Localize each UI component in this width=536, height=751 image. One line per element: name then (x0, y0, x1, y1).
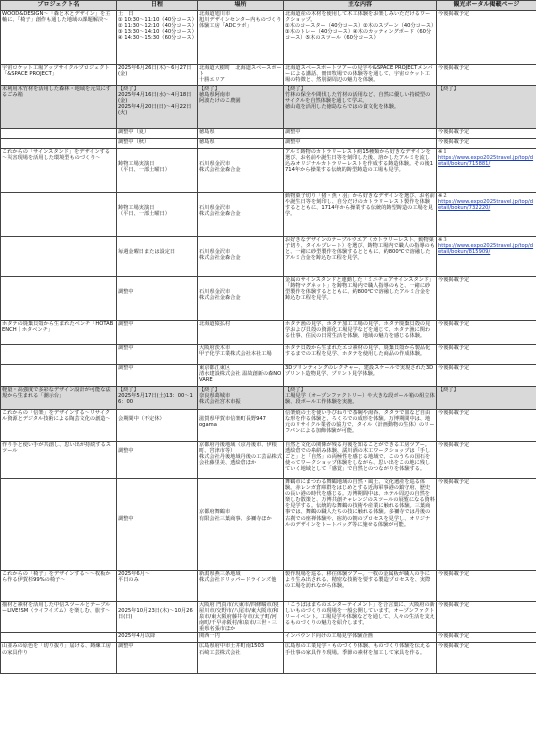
table-row (1, 11, 536, 65)
table-row (1, 643, 536, 674)
cell-line: 甲子化学工業株式会社本社工場 (199, 351, 272, 358)
table-row (1, 365, 536, 387)
portal-cell (437, 86, 536, 129)
table-row (1, 571, 536, 602)
cell-line: 調整中 (285, 139, 301, 145)
cell-line: 軽量・高強度で多彩なデザイン設計が可能な法規から生まれる「潮示台」 (2, 387, 111, 400)
cell-line: 今後掲載予定 (438, 643, 470, 650)
cell-line: 会期間中（不定休） (118, 416, 165, 423)
table-row (1, 139, 536, 149)
schedule-cell (117, 86, 198, 129)
cell-line: 北海道スペースポートツアーの見学や&SPACE PROJECTメンバーによる講話、冊田牧場での体験等を通して、宇宙ロケット工場の特徴と、然別湖周辺の魅力を体験。 (285, 65, 433, 84)
content-cell (284, 149, 437, 193)
place-cell (198, 237, 284, 277)
cell-line: ※１ (438, 149, 448, 155)
cell-line: 金属のサインスタンドと連動した「ミニチュアサインスタンド」「鋳物マグネット」を鋳物工場内で職人指導のもと、一緒に砂型製作を体験するとともに、約800℃で溶融したアルミ合金を鋳込む工程を見学。 (285, 277, 435, 302)
content-cell (284, 139, 437, 149)
cell-line: 石川県金沢市 (199, 161, 231, 168)
cell-line: 今後掲載予定 (438, 345, 470, 351)
cell-line: 石川県金沢市 (199, 289, 231, 296)
project-cell (1, 11, 117, 65)
cell-line: 旭川デザインセンター内ものづくり体験工房「ADCラボ」 (199, 17, 282, 30)
cell-line: 今後掲載予定 (438, 11, 470, 17)
place-cell (198, 633, 284, 643)
cell-line: 徳島県 (199, 129, 215, 135)
cell-line: 株式会社金森合金 (199, 211, 241, 218)
content-cell (284, 387, 437, 410)
cell-line: 広島県の工業見学・ものづくり体験、ものづくり体験を伝える手仕事の家具作り現場。季節の素材を加工して家具を作る。 (285, 643, 431, 656)
cell-line: インバウンド向けの工場見学体験企画 (285, 633, 373, 640)
cell-line: 新潟県燕三条地域 (199, 571, 241, 577)
portal-cell (437, 277, 536, 321)
content-cell (284, 11, 437, 65)
cell-line: 徳島県阿南市 (199, 92, 231, 99)
portal-cell (437, 571, 536, 602)
place-cell (198, 149, 284, 193)
cell-line: 調整中 (118, 289, 134, 296)
content-cell (284, 129, 437, 139)
schedule-cell (117, 410, 198, 442)
cell-line: 【終了】 (285, 86, 306, 92)
cell-line: 動物菓子切り「猪・魚・羽」から好きなデザインを選び、お名前や誕生日等を刻印し、自分だけのカトラリーレスト製作を体験するとともに、1714年から操業する伝統的鋳型鋳造の工場を見学。 (285, 193, 435, 218)
table-row (1, 65, 536, 86)
schedule-cell (117, 193, 198, 237)
cell-line: 今後掲載予定 (438, 479, 470, 485)
project-cell (1, 602, 117, 633)
cell-line: 徳山竜を活用した徳島ならではの食文化を体験。 (285, 104, 400, 111)
portal-cell (437, 602, 536, 633)
cell-line: 今後掲載予定 (438, 277, 470, 283)
cell-line: ② 11:30～12:10（40分コース） (118, 23, 197, 30)
portal-cell (437, 365, 536, 387)
cell-line: 調整中（秋） (118, 139, 150, 145)
content-cell (284, 571, 437, 602)
table-row (1, 633, 536, 643)
place-cell (198, 321, 284, 345)
project-cell (1, 365, 117, 387)
cell-line: これからの「サインスタンド」をデザインする～災害現場を活用した環境型ものづくり～ (2, 149, 111, 162)
cell-line: 舞鶴市にまつわる舞鶴地域の自然・風土、文化遺産を巡る体験。赤レンガ倉庫群をはじめとする近海軍事港の鎮守府、歴史の長い港の時代を感じる。万博期間中は、ホテル周辺の自然を楽しむ散策と、万博共創チャレンジのスツールの展覧になる資料を見学する。伝統的な舞鶴の技術や産業に触れる体験。三葉商事では、舞鶴の職人たちの技に触れる体験。多禰寺では丹後の古刹での座禅体験や、宿坊の朝のプロセスを見学し、オリジナルのデザインをトートバッグ等に施せる体験が可能。 (285, 479, 435, 528)
portal-cell (437, 11, 536, 65)
header-place: 場所 (198, 1, 284, 11)
cell-line: 調整中 (285, 129, 301, 135)
project-cell (1, 129, 117, 139)
cell-line: 未利用木竹材を活用した森林・地域を元気にするごみ箱 (2, 86, 111, 99)
place-cell (198, 11, 284, 65)
cell-line: 【終了】 (199, 86, 220, 92)
table-row (1, 149, 536, 193)
cell-line: これからの「椅子」をデザインする～～枚板から作る伊賀杉99%の椅子～ (2, 571, 111, 584)
content-cell (284, 633, 437, 643)
cell-line (2, 193, 115, 199)
cell-line: 滋賀県甲賀市信楽町長野947 (199, 416, 266, 423)
schedule-cell (117, 571, 198, 602)
portal-link[interactable]: https://www.expo2025travel.jp/top/detail/bokun/732220/ (438, 199, 534, 212)
table-row (1, 193, 536, 237)
table-row (1, 277, 536, 321)
project-cell (1, 149, 117, 193)
portal-cell (437, 321, 536, 345)
cell-line: 2025年6月26日(木)～6月27日(金) (118, 65, 192, 78)
cell-line: 調整中 (118, 345, 134, 351)
cell-line: 株式会社宮木市振 (199, 399, 241, 406)
cell-line: 関西一円 (199, 633, 220, 640)
project-cell (1, 321, 117, 345)
content-cell (284, 602, 437, 633)
cell-line: 【終了】 (118, 387, 139, 393)
portal-cell (437, 633, 536, 643)
schedule-cell (117, 345, 198, 365)
cell-line: WOOD&DESIGN～「森と木とデザイン」を主軸に、「椅子」創作も通した地域の課題解決～ (2, 11, 111, 24)
cell-line: 工場見学（オープンファクトリー）や大きな段ボール箱の組立体験、段ボール工作体験を実施。 (285, 393, 435, 406)
project-cell (1, 139, 117, 149)
cell-line: ※２ (438, 193, 448, 199)
cell-line: 調整中 (118, 515, 134, 522)
portal-cell (437, 139, 536, 149)
content-cell (284, 365, 437, 387)
content-cell (284, 442, 437, 479)
place-cell (198, 442, 284, 479)
project-cell (1, 633, 117, 643)
cell-line (2, 139, 115, 145)
table-body (1, 11, 536, 674)
place-cell (198, 193, 284, 237)
schedule-cell (117, 442, 198, 479)
place-cell (198, 86, 284, 129)
content-cell (284, 643, 437, 674)
cell-line: ogama (199, 422, 217, 429)
table-row (1, 387, 536, 410)
project-cell (1, 277, 117, 321)
cell-line (2, 365, 115, 371)
cell-line: 奈良県葛城市 (199, 393, 231, 400)
cell-line: 石川県金沢市 (199, 249, 231, 256)
cell-line: 株式会社ドリッパードラインズ他 (199, 577, 277, 584)
cell-line: 製作現場を巡る、移住体験ツアー。一枚の金属板が職人の手により生み出される、精密な技術を要する製造プロセスを、実際の工場を訪れながら体験。 (285, 571, 431, 590)
cell-line: 今後掲載予定 (438, 365, 470, 371)
place-cell (198, 139, 284, 149)
cell-line: 清水建設株式会社 温故創新の森NOVARE (199, 371, 282, 384)
table-row (1, 86, 536, 129)
header-schedule: 日程 (117, 1, 198, 11)
schedule-cell (117, 129, 198, 139)
cell-line: 今後掲載予定 (438, 633, 470, 640)
cell-line: 山並みの原色を「切り抜り」届ける、鋳練工房の家具作り (2, 643, 111, 656)
schedule-cell (117, 602, 198, 633)
cell-line: 広島県府中市土井町南1503 (199, 643, 265, 650)
cell-line: 株式会社金森合金 (199, 167, 241, 174)
portal-cell (437, 387, 536, 410)
portal-cell (437, 129, 536, 139)
cell-line: 自然と文化の関係が残る丹後を知ることができる工房ツアー。透絵倉での糸絣み体験、濡川酒の木工ワークショップは「手しごと」と「自然」の両極性を感じる地域で、このうちの国石を使ってワークショップ体験をしながら、思い出をこの地に残していく地域として「感覚」で自然とのつながりを体験する。 (285, 442, 431, 473)
cell-line: 毎週金曜日または設定日 (118, 249, 176, 256)
place-cell (198, 387, 284, 410)
cell-line: 2025年4月以降 (118, 633, 156, 640)
project-cell (1, 345, 117, 365)
content-cell (284, 237, 437, 277)
table-row (1, 410, 536, 442)
cell-line: 株式会社丹後地域丹後の工芸品株式会社藤里美、透絵倉ほか (199, 454, 283, 467)
project-cell (1, 193, 117, 237)
place-cell (198, 643, 284, 674)
schedule-cell (117, 643, 198, 674)
cell-line: 【終了】 (199, 387, 220, 393)
content-cell (284, 479, 437, 571)
schedule-cell (117, 321, 198, 345)
table-row (1, 237, 536, 277)
cell-line (2, 129, 115, 135)
cell-line: 十勝エリア (199, 77, 225, 84)
content-cell (284, 193, 437, 237)
cell-line: 今後掲載予定 (438, 65, 470, 71)
cell-line: 北海道旭川市 (199, 11, 231, 17)
content-cell (284, 410, 437, 442)
project-cell (1, 442, 117, 479)
cell-line: 【終了】 (438, 86, 459, 92)
portal-cell (437, 643, 536, 674)
portal-cell (437, 345, 536, 365)
cell-line: ホタテの廃棄貝殻から生まれたベンチ「HOTABENCH｜ホタベンチ」 (2, 321, 114, 334)
project-cell (1, 65, 117, 86)
portal-cell (437, 237, 536, 277)
cell-line: 【終了】 (285, 387, 306, 393)
project-cell (1, 410, 117, 442)
cell-line: 調整中 (118, 365, 134, 371)
cell-line: 北海道猿払村 (199, 321, 231, 327)
place-cell (198, 410, 284, 442)
cell-line (2, 237, 115, 243)
cell-line: ①木のコースター（40分コース）②木のスプーン（40分コース）③木のトレー（40分コース）④木のカッティングボード（60分コース）⑤木のスツール（60分コース） (285, 23, 434, 42)
cell-line: 3Dプリンティングのレクチャー、建設スケールで実現された3Dプリント造物見学、プリント見学体験。 (285, 365, 434, 378)
schedule-cell (117, 149, 198, 193)
table-row (1, 129, 536, 139)
place-cell (198, 365, 284, 387)
schedule-cell (117, 65, 198, 86)
schedule-cell (117, 277, 198, 321)
content-cell (284, 345, 437, 365)
cell-line: 土 日 (118, 11, 134, 17)
cell-line: 調整中（夏） (118, 129, 150, 135)
content-cell (284, 86, 437, 129)
content-cell (284, 277, 437, 321)
portal-cell (437, 410, 536, 442)
cell-line: 調整中 (118, 321, 134, 327)
cell-line: 2025年6月～ (118, 571, 151, 577)
portal-link[interactable]: https://www.expo2025travel.jp/top/detail/bokun/715881/ (438, 155, 534, 168)
cell-line (2, 633, 115, 639)
project-cell (1, 237, 117, 277)
cell-line: 【終了】 (118, 86, 139, 92)
cell-line: ③ 13:30～14:10（40分コース） (118, 29, 197, 36)
cell-line: 今後掲載予定 (438, 602, 470, 608)
portal-cell (437, 65, 536, 86)
cell-line: 2025年4月20日(日)～4月22日(火) (118, 104, 192, 117)
place-cell (198, 65, 284, 86)
table-row (1, 479, 536, 571)
cell-line: 今後掲載予定 (438, 571, 470, 577)
project-cell (1, 571, 117, 602)
cell-line: 作り手と使い手が共創し、思い出が持続するスツール (2, 442, 111, 455)
project-cell (1, 643, 117, 674)
schedule-cell (117, 139, 198, 149)
cell-line: 今後掲載予定 (438, 129, 470, 135)
cell-line: （平日、一部土曜日） (118, 211, 170, 218)
place-cell (198, 277, 284, 321)
cell-line: これからの「信楽」をデザインする～リサイクル資源とデジタル技術による陶芸文化の創造～ (2, 410, 111, 423)
cell-line: ④ 14:30～15:30（60分コース） (118, 35, 197, 42)
cell-line: 調整中 (118, 448, 134, 455)
cell-line: 大阪府 門真市/大東市/四條畷市/寝屋川市/交野市/八尾市/東大阪市/和泉市/東大阪府藤井寺市/太子町/河南町/千早赤阪村/和泉市/三世・三重県名張市ほか (199, 602, 279, 633)
cell-line: 京都府舞鶴市 (199, 509, 231, 516)
cell-line (2, 277, 115, 283)
cell-line: ホタテ漁の見学、ホタテ加工工場の見学、ホタテ廃棄貝殻の見学および貝殻の資源化工場見学などを通じて、ホタテ漁に関わる仕事、住民の日常生活を体験、地域の魅力を感じる体験。 (285, 321, 431, 340)
cell-line: 石崎工芸株式会社 (199, 649, 241, 656)
link-line[interactable] (438, 199, 535, 211)
cell-line: 調整中 (118, 643, 134, 650)
cell-line: 今後掲載予定 (438, 410, 470, 416)
cell-line: ホタテ貝殻から生まれたエコ素材の見学、廃棄貝殻から製品化するまでの工程を見学、ホタテを使用した商品の作成体験。 (285, 345, 431, 358)
content-cell (284, 65, 437, 86)
place-cell (198, 345, 284, 365)
cell-line: 東京都江東区 (199, 365, 231, 371)
cell-line: 「こうばはまちのエンターテイメント」を合言葉に、大阪府の新しいものづくりの現場を一般公開しています。オープンファクトリーイベント。工場見学や体験などを通して、人々の生活を支えるものづくりの魅力を紹介します。 (285, 602, 435, 627)
cell-line: 2025年4月16日(水)～4月18日(金) (118, 92, 192, 105)
cell-line (2, 345, 115, 351)
cell-line: 徳島県 (199, 139, 215, 145)
cell-line: 株式会社金森合金 (199, 295, 241, 302)
place-cell (198, 602, 284, 633)
cell-line: 今後掲載予定 (438, 442, 470, 448)
header-project: プロジェクト名 (1, 1, 117, 11)
header-content: 主な内容 (284, 1, 437, 11)
cell-line (2, 479, 115, 485)
cell-line: 阿波たけのこ農園 (199, 98, 241, 105)
portal-cell (437, 193, 536, 237)
cell-line: 北海道大樹町 北海道スペースポート (199, 65, 282, 78)
cell-line: ※３ (438, 237, 448, 243)
schedule-cell (117, 479, 198, 571)
portal-cell (437, 479, 536, 571)
cell-line: 京都府丹後地域（京丹後市、伊根町、宮津市等） (199, 442, 277, 455)
cell-line: 北海道産の木材を使用して木工体験をお楽しみいただけるワークショップ。 (285, 11, 431, 24)
link-line[interactable] (438, 243, 535, 255)
cell-line: 2025年10月23日(木)～10月26日(日) (118, 608, 193, 621)
cell-line: 信楽焼の土を使い手びねりで茶碗や湯呑、タタラで皿など自由な形を作る体験と、ろくろでの成形を体験。万博期間中は、地元のリサイクル業者の協力で、タイル（計画動物の生体）のリーフパンによる加飾体験が可能。 (285, 410, 435, 435)
cell-line: 大阪府茨木市 (199, 345, 231, 351)
portal-cell (437, 149, 536, 193)
place-cell (198, 479, 284, 571)
cell-line: 宇宙ロケット工場アップサイクルプロジェクト「&SPACE PROJECT」 (2, 65, 110, 78)
header-portal: 観光ポータル掲載ページ (437, 1, 536, 11)
header-row (1, 1, 536, 11)
cell-line: 描材と素材を活用した中信スツールとテーブルーLIVE!SM（ライフイズム）を楽しむ、旅す～ (2, 602, 111, 615)
project-cell (1, 479, 117, 571)
cell-line: 平日のみ (118, 577, 139, 584)
project-cell (1, 86, 117, 129)
cell-line: 有限会社三葉商事、多禰寺ほか (199, 515, 272, 522)
cell-line: 2025年5月17日(土)13：00～16：00 (118, 393, 193, 406)
place-cell (198, 129, 284, 139)
cell-line: 【終了】 (438, 387, 459, 393)
cell-line: 竹林の保全や間伐した竹材の活用など、自然に優しい持続型のサイクルを自然体験を通して学ぶ。 (285, 92, 431, 105)
schedule-cell (117, 633, 198, 643)
cell-line: お好きなデザインのテーブルウエア（カトラリーレスト、動物菓子切り、タイルプレート）を選び、鋳物工場内で職人の指導のもと、一緒に砂型製作を体験するとともに、約800℃で溶融したアルミ合金を鋳込む工程を見学。 (285, 237, 435, 262)
table-row (1, 321, 536, 345)
schedule-cell (117, 387, 198, 410)
link-line[interactable] (438, 155, 535, 167)
cell-line: アルミ鋳物のカトラリーレスト約15種類から好きなデザインを選び、お名前や誕生日等を刻印した後、溶かしたアルミを流し込みオリジナルカトラリーレストを作成する鋳造体験。その後1714年から操業する伝統的鋳型鋳造の工場も見学。 (285, 149, 434, 174)
cell-line: （平日、一部土曜日） (118, 167, 170, 174)
project-cell (1, 387, 117, 410)
cell-line: 石川県金沢市 (199, 205, 231, 212)
cell-line: 今後掲載予定 (438, 139, 470, 145)
schedule-cell (117, 237, 198, 277)
schedule-cell (117, 365, 198, 387)
cell-line: 鋳物工場実演日 (118, 205, 155, 212)
table-row (1, 345, 536, 365)
content-cell (284, 321, 437, 345)
place-cell (198, 571, 284, 602)
cell-line: 今後掲載予定 (438, 321, 470, 327)
schedule-cell (117, 11, 198, 65)
cell-line: 株式会社金森合金 (199, 255, 241, 262)
table-row (1, 442, 536, 479)
table-row (1, 602, 536, 633)
portal-link[interactable]: https://www.expo2025travel.jp/top/detail/bokun/815909/ (438, 243, 534, 256)
portal-cell (437, 442, 536, 479)
cell-line: 鋳物工場実演日 (118, 161, 155, 168)
cell-line: ① 10:30～11:10（40分コース） (118, 17, 197, 24)
